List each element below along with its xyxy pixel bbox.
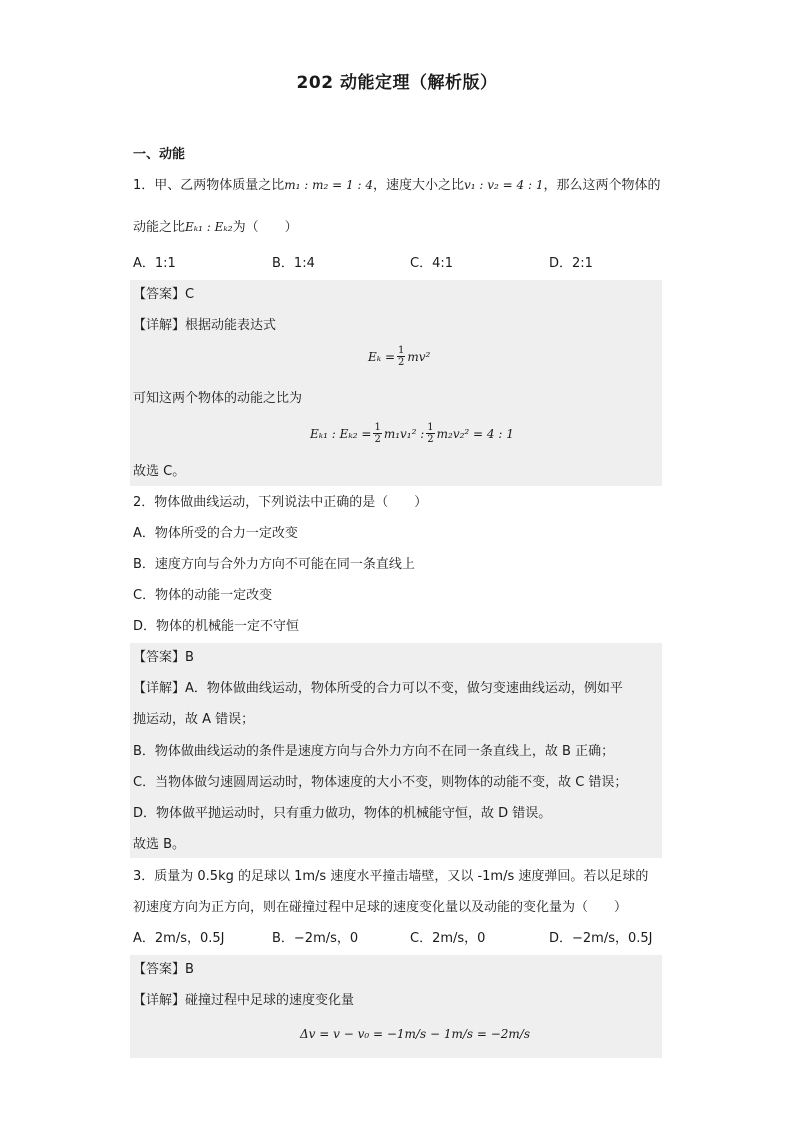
q1-option-b: B．1:4 [272,256,315,271]
q2-option-a: A．物体所受的合力一定改变 [133,526,298,541]
q1-stem-a: 1．甲、乙两物体质量之比 [133,178,285,193]
q1-option-a: A．1:1 [133,256,176,271]
q1-speed-ratio: v₁ : v₂ = 4 : 1 [463,178,544,192]
q2-detail-line: B．物体做曲线运动的条件是速度方向与合外力方向不在同一条直线上，故 B 正确； [133,744,615,759]
q3-detail: 【详解】碰撞过程中足球的速度变化量 [133,993,355,1008]
q3-option-b: B．−2m/s，0 [272,931,359,946]
q2-option-b: B．速度方向与合外力方向不可能在同一条直线上 [133,557,415,572]
q3-option-d: D．−2m/s，0.5J [549,931,653,946]
q1-detail-1: 【详解】根据动能表达式 [133,318,277,333]
q2-detail-line: 抛运动，故 A 错误； [133,712,255,727]
q1-stem-c: ，那么这两个物体的 [543,178,661,193]
q2-detail-line: 【详解】A．物体做曲线运动，物体所受的合力可以不变，做匀变速曲线运动，例如平 [133,681,623,696]
q1-fraction-half: $\frac{1}{2}$ [427,422,434,445]
q3-stem-line: 初速度方向为正方向，则在碰撞过程中足球的速度变化量以及动能的变化量为（ ） [133,900,628,915]
q2-stem: 2．物体做曲线运动，下列说法中正确的是（ ） [133,495,428,510]
q1-option-c: C．4:1 [410,256,453,271]
q1-conclusion: 故选 C。 [133,464,186,479]
q3-formula: Δv = v − v₀ = −1m/s − 1m/s = −2m/s [300,1027,530,1041]
q1-stem-line-1 [133,175,660,196]
q2-conclusion: 故选 B。 [133,837,186,852]
q1-option-d: D．2:1 [549,256,593,271]
q1-ek-ratio: Eₖ₁ : Eₖ₂ [185,220,233,234]
section-heading: 一、动能 [133,147,186,162]
q2-option-c: C．物体的动能一定改变 [133,588,273,603]
q1-mass-ratio: m₁ : m₂ = 1 : 4 [284,178,373,192]
q1-stem-e: 为（ ） [232,220,298,235]
q1-fraction-half: $\frac{1}{2}$ [398,345,405,368]
q2-option-d: D．物体的机械能一定不守恒 [133,619,300,634]
q3-answer: 【答案】B [133,962,194,977]
q1-formula-2-c: m₂v₂² = 4 : 1 [436,426,514,441]
q1-fraction-half: $\frac{1}{2}$ [374,422,381,445]
q1-formula-2 [310,422,514,445]
q1-stem-line-2 [133,217,298,238]
q1-stem-b: ，速度大小之比 [372,178,464,193]
q1-formula-1-rhs: mv² [407,349,431,364]
q1-formula-1-lhs: Eₖ = [368,349,396,364]
q1-answer-box [130,280,662,486]
q2-answer: 【答案】B [133,650,194,665]
q2-detail-line: C．当物体做匀速圆周运动时，物体速度的大小不变，则物体的动能不变，故 C 错误； [133,775,628,790]
q3-stem-line: 3．质量为 0.5kg 的足球以 1m/s 速度水平撞击墙壁，又以 -1m/s 速度弹回。若以足球的 [133,869,649,884]
q1-answer: 【答案】C [133,287,195,302]
page-title: 202 动能定理（解析版） [296,73,498,93]
q3-option-c: C．2m/s，0 [410,931,486,946]
q1-formula-2-b: m₁v₁² : [383,426,425,441]
q2-detail-line: D．物体做平抛运动时，只有重力做功，物体的机械能守恒，故 D 错误。 [133,806,552,821]
q1-detail-2: 可知这两个物体的动能之比为 [133,391,303,406]
q3-option-a: A．2m/s，0.5J [133,931,225,946]
q1-formula-1 [368,345,430,368]
q1-formula-2-a: Eₖ₁ : Eₖ₂ = [310,426,372,441]
q1-stem-d: 动能之比 [133,220,186,235]
